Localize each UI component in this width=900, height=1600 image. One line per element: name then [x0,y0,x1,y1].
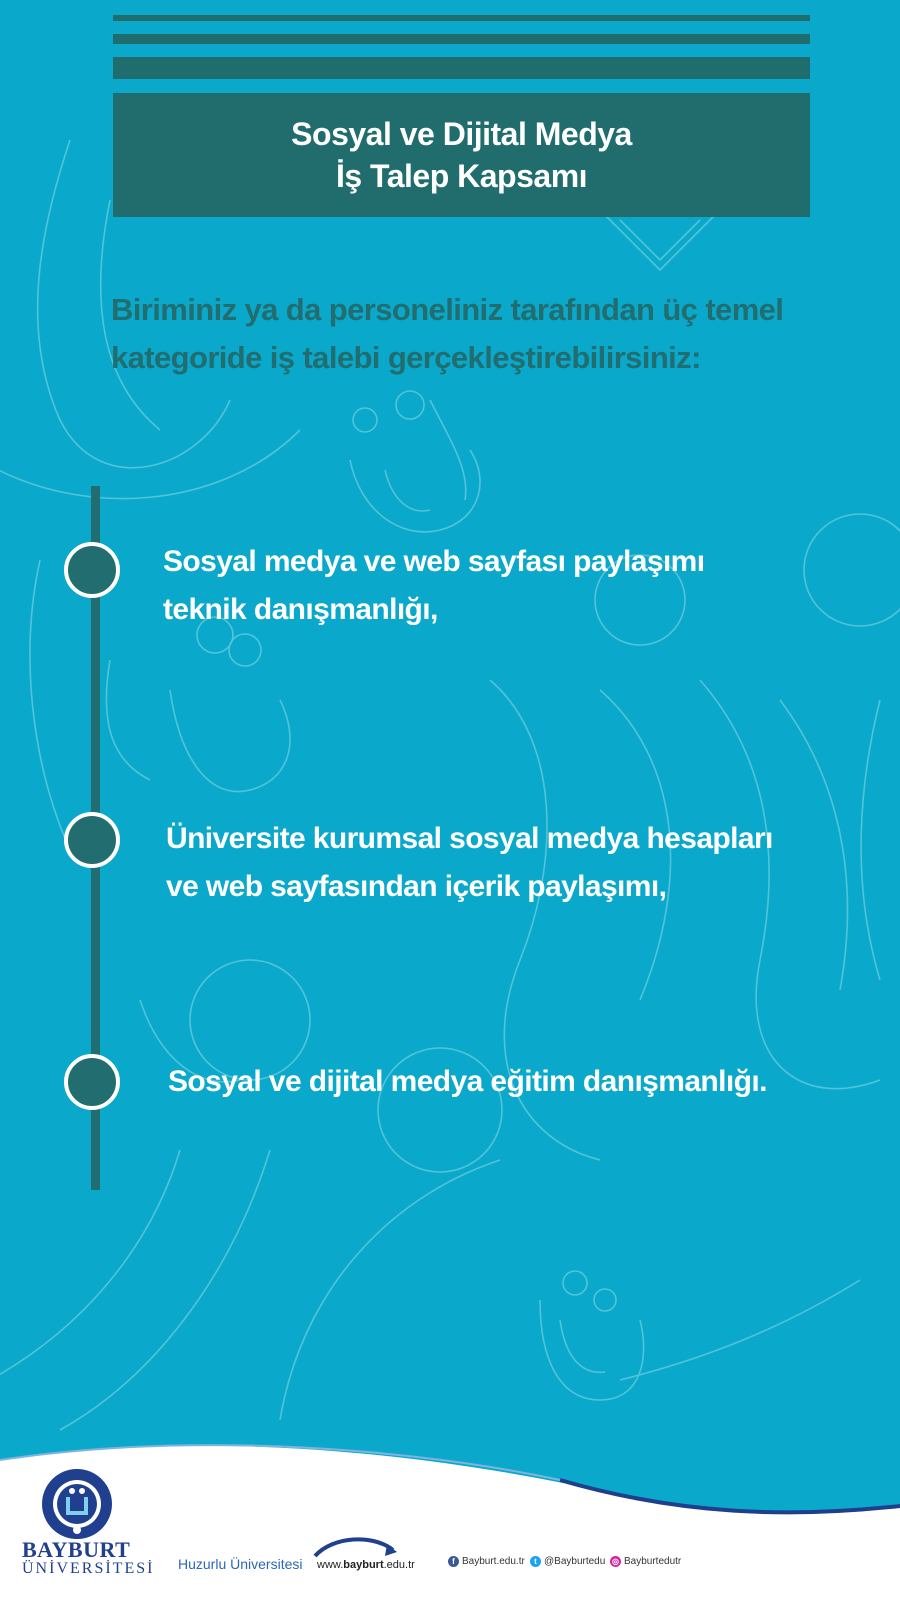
instagram-link[interactable] [610,1556,681,1567]
facebook-icon: f [448,1556,459,1567]
facebook-handle: Bayburt.edu.tr [462,1556,525,1567]
intro-line-2: kategoride iş talebi gerçekleştirebilirsiniz: [111,340,701,375]
list-item-3 [168,1058,767,1106]
facebook-link[interactable] [448,1556,525,1567]
header-stripe-1 [113,15,810,21]
logo-wordmark: BAYBURT [22,1537,131,1562]
university-logo [40,1467,114,1541]
title-line-1: Sosyal ve Dijital Medya [291,116,632,152]
timeline-dot-2 [64,812,120,868]
list-item-2-line-2: ve web sayfasından içerik paylaşımı, [166,870,667,903]
twitter-link[interactable] [530,1556,605,1567]
intro-line-1: Biriminiz ya da personeliniz tarafından üç temel [111,292,784,327]
header-stripe-2 [113,34,810,44]
twitter-icon: t [530,1556,541,1567]
website-domain: bayburt [343,1559,384,1571]
twitter-handle: @Bayburtedu [544,1556,606,1567]
website-prefix: www. [317,1559,344,1571]
timeline-dot-3 [64,1054,120,1110]
slogan: Huzurlu Üniversitesi [178,1556,303,1572]
title-box [113,93,810,217]
title-line-2: İş Talep Kapsamı [335,158,588,194]
header-stripe-3 [113,57,810,79]
list-item-3-line-1: Sosyal ve dijital medya eğitim danışmanlığı. [168,1065,767,1098]
list-item-2-line-1: Üniversite kurumsal sosyal medya hesapları [166,822,773,855]
list-item-1-line-2: teknik danışmanlığı, [163,593,438,626]
instagram-icon: ◎ [610,1556,621,1567]
list-item-2 [166,815,773,911]
timeline-dot-1 [64,542,120,598]
arrow-swoosh-icon [313,1532,403,1562]
list-item-1 [163,538,704,634]
website-suffix: .edu.tr [383,1559,415,1571]
intro-text [111,286,871,382]
instagram-handle: Bayburtedutr [624,1556,682,1567]
website-link[interactable] [317,1559,415,1571]
list-item-1-line-1: Sosyal medya ve web sayfası paylaşımı [163,545,705,578]
logo-subword: ÜNİVERSİTESİ [22,1560,155,1577]
